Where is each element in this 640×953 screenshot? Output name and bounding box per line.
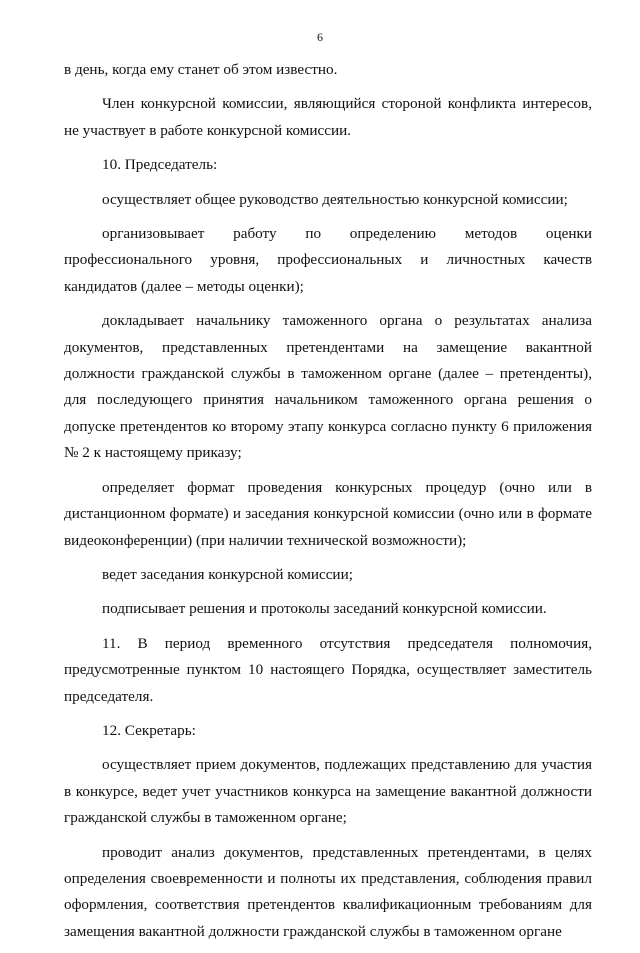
secretary-duty-accepts-documents: осуществляет прием документов, подлежащих представлению для участия в конкурсе, ведет учет участников конкурса на замещение вакантной должности гражданской службы в таможенном органе;	[64, 756, 592, 827]
document-body	[64, 57, 592, 953]
chairman-duty-reports-analysis: докладывает начальнику таможенного органа о результатах анализа документов, представленных претендентами на замещение вакантной должности гражданской службы в таможенном органе (далее – претенденты), для последующего принятия начальником таможенного органа решения о допуске претендентов ко второму этапу конкурса согласно пункту 6 приложения № 2 к настоящему приказу;	[64, 312, 592, 462]
section-10-heading: 10. Председатель:	[102, 156, 218, 174]
section-12-heading: 12. Секретарь:	[102, 721, 196, 739]
paragraph-continuation: в день, когда ему станет об этом известно.	[64, 61, 338, 78]
chairman-duty-signs-decisions: подписывает решения и протоколы заседаний конкурсной комиссии.	[102, 600, 547, 618]
chairman-duty-general-management: осуществляет общее руководство деятельностью конкурсной комиссии;	[102, 190, 568, 208]
chairman-duty-format: определяет формат проведения конкурсных процедур (очно или в дистанционном формате) и заседания конкурсной комиссии (очно или в формате видеоконференции) (при наличии технической возможности);	[64, 478, 592, 549]
secretary-duty-analyzes-documents: проводит анализ документов, представленных претендентами, в целях определения своевременности и полноты их представления, соблюдения правил оформления, соответствия претендентов квалификационным требованиям для замещения вакантной должности гражданской службы в таможенном органе	[64, 843, 592, 940]
page-number: 6	[317, 30, 323, 44]
chairman-duty-evaluation-methods: организовывает работу по определению методов оценки профессионального уровня, профессиональных и личностных качеств кандидатов (далее – методы оценки);	[64, 225, 592, 295]
paragraph-conflict-of-interest: Член конкурсной комиссии, являющийся стороной конфликта интересов, не участвует в работе конкурсной комиссии.	[64, 95, 592, 139]
section-11-deputy: 11. В период временного отсутствия председателя полномочия, предусмотренные пунктом 10 настоящего Порядка, осуществляет заместитель председателя.	[64, 634, 592, 705]
chairman-duty-conducts-meetings: ведет заседания конкурсной комиссии;	[102, 565, 353, 583]
